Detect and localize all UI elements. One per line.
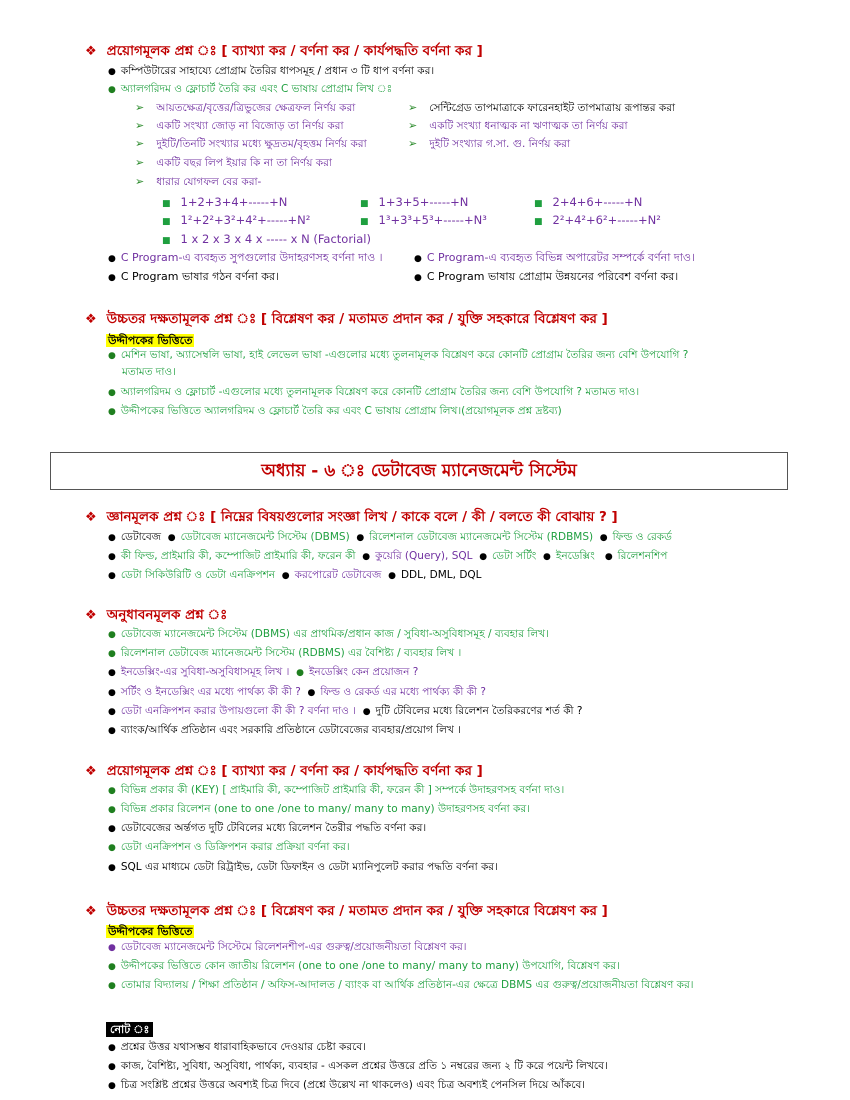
- question-continuation: মতামত দাও।: [122, 366, 176, 378]
- term: ● কী ফিল্ড, প্রাইমারি কী, কম্পোজিট প্রাইমারি কী, ফরেন কী: [108, 550, 356, 562]
- question: ● ডেটাবেজ ম্যানেজমেন্ট সিস্টেম (DBMS) এর প্রাথমিক/প্রধান কাজ / সুবিধা-অসুবিধাসমূহ / ব্যবহার লিখ।: [108, 627, 549, 642]
- term: ● DDL, DML, DQL: [388, 569, 481, 581]
- question: ● অ্যালগরিদম ও ফ্লোচার্ট তৈরি কর এবং C ভাষায় প্রোগ্রাম লিখ ঃ: [108, 82, 392, 97]
- list-item: ➢ একটি সংখ্যা ধনাত্মক না ঋণাত্মক তা নির্ণয় করা: [408, 119, 628, 133]
- question: ● C Program-এ ব্যবহৃত বিভিন্ন অপারেটর সম্পর্কে বর্ণনা দাও।: [414, 251, 695, 266]
- term-row: [108, 568, 482, 583]
- stimulus-label: উদ্দীপকের ভিত্তিতে: [108, 925, 193, 938]
- series-item: ■ 1 x 2 x 3 x 4 x ----- x N (Factorial): [162, 232, 371, 248]
- question: ● ব্যাংক/আর্থিক প্রতিষ্ঠান এবং সরকারি প্রতিষ্ঠানে ডেটাবেজের ব্যবহার/প্রয়োগ লিখ ।: [108, 723, 461, 738]
- question: ● C Program ভাষার গঠন বর্ণনা কর।: [108, 270, 279, 285]
- section-heading-higher-skill: ❖ উচ্চতর দক্ষতামূলক প্রশ্ন ঃ [ বিশ্লেষণ কর / মতামত প্রদান কর / যুক্তি সহকারে বিশ্লেষণ কর ]: [85, 311, 608, 327]
- term: ● ইনডেক্সিং: [543, 550, 595, 562]
- section-heading-comprehension: ❖ অনুধাবনমূলক প্রশ্ন ঃ: [85, 607, 228, 623]
- list-item: ➢ দুইটি/তিনটি সংখ্যার মধ্যে ক্ষুদ্রতম/বৃহত্তম নির্ণয় করা: [135, 137, 367, 151]
- list-item: ➢ সেন্টিগ্রেড তাপমাত্রাকে ফারেনহাইট তাপমাত্রায় রূপান্তর করা: [408, 101, 675, 115]
- question: ● উদ্দীপকের ভিত্তিতে কোন জাতীয় রিলেশন (one to one /one to many/ many to many) উপযোগি, বিশ্লেষণ কর।: [108, 959, 620, 974]
- series-item: ■ 2+4+6+-----+N: [534, 195, 642, 211]
- section-heading-application: ❖ প্রয়োগমূলক প্রশ্ন ঃ [ ব্যাখ্যা কর / বর্ণনা কর / কার্যপদ্ধতি বর্ণনা কর ]: [85, 43, 483, 59]
- diamond-star-icon: ❖: [85, 904, 97, 919]
- question: ● অ্যালগরিদম ও ফ্লোচার্ট -এগুলোর মধ্যে তুলনামূলক বিশ্লেষণ করে কোনটি প্রোগ্রাম তৈরির জন্য বেশি উপযোগি ? মতামত দাও।: [108, 385, 639, 400]
- note-item: ● প্রশ্নের উত্তর যথাসম্ভব ধারাবাহিকভাবে দেওয়ার চেষ্টা করবে।: [108, 1040, 366, 1055]
- question: ● দুটি টেবিলের মধ্যে রিলেশন তৈরিকরণের শর্ত কী ?: [363, 705, 583, 717]
- term: ● কুয়েরি (Query), SQL: [362, 550, 472, 562]
- series-item: ■ 1³+3³+5³+-----+N³: [360, 213, 487, 229]
- question: ● ইনডেক্সিং-এর সুবিধা-অসুবিধাসমূহ লিখ ।: [108, 666, 289, 678]
- term: ● ডেটাবেজ ম্যানেজমেন্ট সিস্টেম (DBMS): [168, 531, 350, 543]
- term: ● ডেটা সিকিউরিটি ও ডেটা এনক্রিপশন: [108, 569, 275, 581]
- question-row: [108, 685, 486, 700]
- note-label: নোট ঃ: [106, 1018, 153, 1040]
- term: ● ডেটাবেজ: [108, 531, 161, 543]
- term: ● করপোরেট ডেটাবেজ: [282, 569, 382, 581]
- question: ● ডেটা এনক্রিপশন ও ডিক্রিপশন করার প্রক্রিয়া বর্ণনা কর।: [108, 840, 350, 855]
- section-heading-higher-skill-2: ❖ উচ্চতর দক্ষতামূলক প্রশ্ন ঃ [ বিশ্লেষণ কর / মতামত প্রদান কর / যুক্তি সহকারে বিশ্লেষণ কর ]: [85, 903, 608, 919]
- diamond-star-icon: ❖: [85, 44, 97, 59]
- series-item: ■ 1+2+3+4+-----+N: [162, 195, 287, 211]
- question: ● বিভিন্ন প্রকার রিলেশন (one to one /one to many/ many to many) উদাহরণসহ বর্ণনা কর।: [108, 802, 530, 817]
- list-item: ➢ ধারার যোগফল বের করা-: [135, 175, 261, 189]
- diamond-star-icon: ❖: [85, 764, 97, 779]
- term-row: [108, 549, 667, 564]
- diamond-star-icon: ❖: [85, 312, 97, 327]
- list-item: ➢ একটি সংখ্যা জোড় না বিজোড় তা নির্ণয় করা: [135, 119, 344, 133]
- question: ● সর্টিং ও ইনডেক্সিং এর মধ্যে পার্থক্য কী কী ?: [108, 686, 301, 698]
- question: ● C Program-এ ব্যবহৃত সুপগুলোর উদাহরণসহ বর্ণনা দাও ।: [108, 251, 383, 266]
- question-row: [108, 704, 582, 719]
- question: ● ডেটা এনক্রিপশন করার উপায়গুলো কী কী ? বর্ণনা দাও ।: [108, 705, 356, 717]
- question-row: [108, 665, 418, 680]
- list-item: ➢ একটি বছর লিপ ইয়ার কি না তা নির্ণয় করা: [135, 156, 332, 170]
- question: ● কম্পিউটারের সাহায্যে প্রোগ্রাম তৈরির ধাপসমূহ / প্রধান ৩ টি ধাপ বর্ণনা কর।: [108, 64, 434, 79]
- term-row: [108, 530, 672, 545]
- question: ● মেশিন ভাষা, অ্যাসেম্বলি ভাষা, হাই লেভেল ভাষা -এগুলোর মধ্যে তুলনামূলক বিশ্লেষণ করে কোনটি প্রোগ্রাম তৈরির জন্য বেশি উপযোগি ?: [108, 348, 688, 363]
- question: ● বিভিন্ন প্রকার কী (KEY) [ প্রাইমারি কী, কম্পোজিট প্রাইমারি কী, ফরেন কী ] সম্পর্কে উদাহরণসহ বর্ণনা দাও।: [108, 783, 564, 798]
- note-item: ● কাজ, বৈশিষ্ট্য, সুবিধা, অসুবিধা, পার্থক্য, ব্যবহার - এসকল প্রশ্নের উত্তরে প্রতি ১ নম্বরের জন্য ২ টি করে পয়েন্ট লিখবে।: [108, 1059, 608, 1074]
- section-heading-knowledge: ❖ জ্ঞানমূলক প্রশ্ন ঃ [ নিম্নের বিষয়গুলোর সংজ্ঞা লিখ / কাকে বলে / কী / বলতে কী বোঝায় ? ]: [85, 509, 618, 525]
- section-heading-application-2: ❖ প্রয়োগমূলক প্রশ্ন ঃ [ ব্যাখ্যা কর / বর্ণনা কর / কার্যপদ্ধতি বর্ণনা কর ]: [85, 763, 483, 779]
- question: ● ডেটাবেজ ম্যানেজমেন্ট সিস্টেমে রিলেশনশীপ-এর গুরুত্ব/প্রয়োজনীয়তা বিশ্লেষণ কর।: [108, 940, 467, 955]
- note-item: ● চিত্র সংশ্লিষ্ট প্রশ্নের উত্তরে অবশ্যই চিত্র দিবে (প্রশ্নে উল্লেখ না থাকলেও) এবং চিত্র অবশ্যই পেনসিল দিয়ে আঁকবে।: [108, 1078, 585, 1093]
- list-item: ➢ দুইটি সংখ্যার গ.সা. গু. নির্ণয় করা: [408, 137, 570, 151]
- question: ● ডেটাবেজের অর্ন্তগত দুটি টেবিলের মধ্যে রিলেশন তৈরীর পদ্ধতি বর্ণনা কর।: [108, 821, 426, 836]
- term: ● রিলেশনাল ডেটাবেজ ম্যানেজমেন্ট সিস্টেম (RDBMS): [356, 531, 593, 543]
- diamond-star-icon: ❖: [85, 510, 97, 525]
- question: ● তোমার বিদ্যালয় / শিক্ষা প্রতিষ্ঠান / অফিস-আদালত / ব্যাংক বা আর্থিক প্রতিষ্ঠান-এর ক্ষেত্রে DBMS এর গুরুত্ব/প্রয়োজনীয়তা বিশ্লেষণ কর।: [108, 978, 694, 993]
- list-item: ➢ আয়তক্ষেত্র/বৃত্তের/ত্রিভুজের ক্ষেত্রফল নির্ণয় করা: [135, 101, 355, 115]
- series-item: ■ 1+3+5+-----+N: [360, 195, 468, 211]
- series-item: ■ 2²+4²+6²+-----+N²: [534, 213, 661, 229]
- series-item: ■ 1²+2²+3²+4²+-----+N²: [162, 213, 310, 229]
- question: ● রিলেশনাল ডেটাবেজ ম্যানেজমেন্ট সিস্টেম (RDBMS) এর বৈশিষ্ট্য / ব্যবহার লিখ ।: [108, 646, 461, 661]
- stimulus-label: উদ্দীপকের ভিত্তিতে: [108, 334, 193, 347]
- term: ● ফিল্ড ও রেকর্ড: [600, 531, 672, 543]
- question: ● ইনডেক্সিং কেন প্রয়োজন ?: [296, 666, 418, 678]
- chapter-title: অধ্যায় - ৬ ঃ ডেটাবেজ ম্যানেজমেন্ট সিস্টেম: [50, 452, 788, 490]
- term: ● রিলেশনশিপ: [605, 550, 668, 562]
- question: ● ফিল্ড ও রেকর্ড এর মধ্যে পার্থক্য কী কী ?: [307, 686, 485, 698]
- term: ● ডেটা সর্টিং: [479, 550, 536, 562]
- question: ● SQL এর মাধ্যমে ডেটা রিট্রাইভ, ডেটা ডিফাইন ও ডেটা ম্যানিপুলেট করার পদ্ধতি বর্ণনা কর।: [108, 860, 498, 875]
- diamond-star-icon: ❖: [85, 608, 97, 623]
- question: ● উদ্দীপকের ভিত্তিতে অ্যালগরিদম ও ফ্লোচার্ট তৈরি কর এবং C ভাষায় প্রোগ্রাম লিখ।(প্রয়োগমূলক প্রশ্ন দ্রষ্টব্য): [108, 404, 562, 419]
- question: ● C Program ভাষায় প্রোগ্রাম উন্নয়নের পরিবেশ বর্ণনা কর।: [414, 270, 678, 285]
